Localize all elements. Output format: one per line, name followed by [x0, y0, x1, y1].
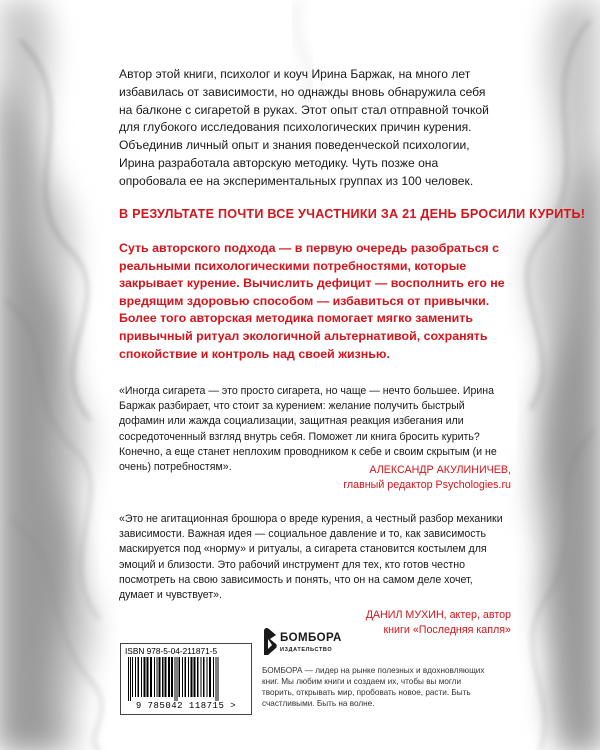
barcode-bar — [216, 657, 217, 701]
barcode-digits: 9 785042 118715 > — [135, 701, 237, 711]
barcode-block — [120, 643, 252, 715]
reviewer-role-1: главный редактор Psychologies.ru — [343, 479, 511, 491]
barcode-bar — [203, 657, 205, 697]
barcode-bar — [197, 657, 199, 697]
barcode-bar — [159, 657, 161, 697]
review-attribution-2 — [366, 608, 511, 638]
barcode-bar — [162, 657, 164, 697]
intro-paragraph: Автор этой книги, психолог и коуч Ирина Баржак, на много лет избавилась от зависимости, но однажды вновь обнаружила себя на балконе с сигаретой в руках. Этот опыт стал отправной точкой для глубокого исследования психологических причин курения. Объединив личный опыт и знания поведенческой психологии, Ирина разработала авторскую методику. Чуть позже она опробовала ее на экспериментальных группах из 100 человек. — [119, 67, 489, 188]
barcode-bar — [213, 657, 214, 697]
barcode-bar — [138, 657, 140, 697]
barcode-bar — [135, 657, 136, 697]
headline: В РЕЗУЛЬТАТЕ ПОЧТИ ВСЕ УЧАСТНИКИ ЗА 21 ДЕНЬ БРОСИЛИ КУРИТЬ! — [119, 207, 586, 221]
logo-name: БОМБОРА — [280, 632, 342, 644]
barcode-bar — [191, 657, 193, 697]
method-paragraph: Суть авторского подхода — в первую очередь разобраться с реальными психологическими потребностями, которые закрывает курение. Вычислить дефицит — восполнить его не вредящим здоровью способом — избавиться от привычки. Более того авторская методика помогает мягко заменить привычный ритуал экологичной альтернативой, сохранять спокойствие и контроль над своей жизнью. — [119, 241, 505, 361]
barcode-bar — [207, 657, 208, 697]
isbn-label: ISBN 978-5-04-211871-5 — [125, 646, 218, 656]
barcode-bar — [201, 657, 202, 697]
barcode-bar — [209, 657, 211, 697]
bombora-logo-icon — [262, 626, 278, 656]
barcode-bar — [182, 657, 183, 697]
barcode-bar — [218, 657, 219, 701]
barcode-bar — [150, 657, 152, 697]
reviewer-name-1: АЛЕКСАНДР АКУЛИНИЧЕВ, — [369, 464, 511, 476]
barcode-bar — [132, 657, 133, 697]
publisher-description: БОМБОРА — лидер на рынке полезных и вдохновляющих книг. Мы любим книги и создаем их, чтобы вы могли творить, открывать мир, пробовать новое, расти. Быть счастливыми. Быть на волне. — [262, 666, 485, 708]
barcode-bar — [144, 657, 146, 697]
barcode-bar — [175, 657, 176, 701]
review-attribution-1 — [343, 463, 511, 493]
barcode-bar — [157, 657, 158, 697]
barcode-bar — [188, 657, 189, 697]
reviewer-name-2: ДАНИЛ МУХИН, актер, автор — [365, 609, 511, 621]
barcode-bar — [165, 657, 167, 697]
barcode-bar — [130, 657, 131, 701]
review-quote-1: «Иногда сигарета — это просто сигарета, но чаще — нечто большее. Ирина Баржак разбирает, что стоит за курением: желание получить быстрый дофамин или жажда социализации, защитная реакция избегания или сосредоточенный взгляд внутрь себя. Поможет ли книга бросить курить? Конечно, а еще станет неплохим проводником к себе и своим скрытым (и не очень) потребностям». — [119, 385, 497, 474]
barcode-bar — [185, 657, 187, 697]
barcode-bar — [154, 657, 155, 697]
logo-subtitle: ИЗДАТЕЛЬСТВО — [280, 647, 333, 653]
barcode-bar — [171, 657, 173, 697]
barcode-bar — [194, 657, 196, 697]
barcode-bar — [177, 657, 178, 701]
barcode-bar — [179, 657, 181, 697]
reviewer-role-2: книги «Последняя капля» — [383, 624, 511, 636]
barcode-bar — [128, 657, 129, 701]
barcode-bar — [147, 657, 149, 697]
review-quote-2: «Это не агитационная брошюра о вреде курения, а честный разбор механики зависимости. Важная идея — социальное давление и то, как зависимость маскируется под «норму» и ритуалы, а сигарета становится костылем для эмоций и близости. Это рабочий инструмент для тех, кто готов честно посмотреть на свою зависимость и понять, что он на самом деле хочет, думает и чувствует». — [119, 513, 503, 602]
barcode-bar — [141, 657, 142, 697]
publisher-logo — [262, 626, 372, 666]
barcode-bar — [168, 657, 170, 697]
barcode-icon — [127, 657, 245, 701]
